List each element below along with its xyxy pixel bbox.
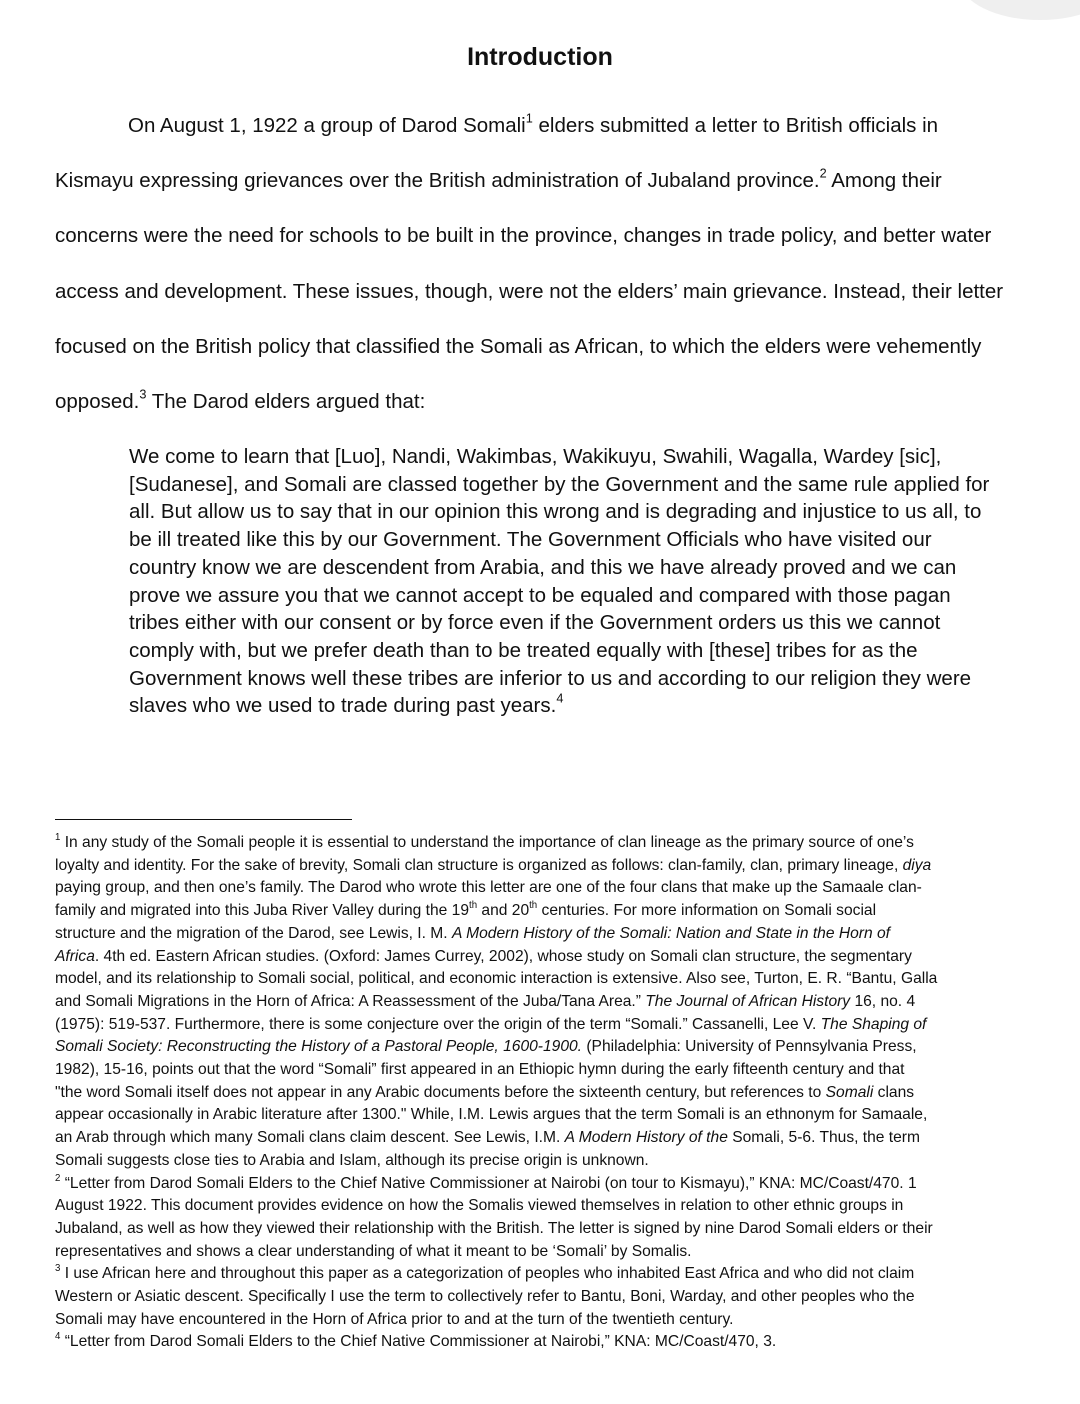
footnote-line: 1982), 15-16, points out that the word “Somali” first appeared in an Ethiopic hymn during the early fifteenth century and that xyxy=(55,1061,905,1079)
footnote-line: loyalty and identity. For the sake of brevity, Somali clan structure is organized as follows: clan-family, clan, primary lineage, diya xyxy=(55,856,932,874)
footnote-line: Western or Asiatic descent. Specifically I use the term to collectively refer to Bantu, Boni, Warday, and other peoples who the xyxy=(55,1288,915,1306)
page-title: Introduction xyxy=(467,43,613,71)
body-line: Kismayu expressing grievances over the British administration of Jubaland province.$^2$ Among their xyxy=(55,165,942,193)
footnote-line: Africa. 4th ed. Eastern African studies. (Oxford: James Currey, 2002), whose study on Somali clan structure, the segmentary xyxy=(55,947,912,965)
footnote-line: appear occasionally in Arabic literature after 1300." While, I.M. Lewis argues that the term Somali is an ethnonym for Samaale, xyxy=(55,1106,928,1124)
footnote-line: structure and the migration of the Darod, see Lewis, I. M. A Modern History of the Somali: Nation and State in the Horn of xyxy=(55,924,890,942)
quote-line: tribes either with our consent or by force even if the Government orders us this we cannot xyxy=(129,611,941,635)
footnote-line: Somali suggests close ties to Arabia and Islam, although its precise origin is unknown. xyxy=(55,1151,649,1169)
body-paragraph xyxy=(55,98,1025,429)
footnote-line: family and migrated into this Juba River Valley during the 19th and 20th centuries. For more information on Somali social xyxy=(55,899,877,920)
quote-line: country know we are descendent from Arabia, and this we have already proved and we can xyxy=(129,555,957,579)
quote-line: be ill treated like this by our Government. The Government Officials who have visited our xyxy=(129,528,932,552)
footnote-line: "the word Somali itself does not appear in any Arabic documents before the sixteenth century, but references to Somali clans xyxy=(55,1083,915,1101)
footnote-line: $^2$ “Letter from Darod Somali Elders to the Chief Native Commissioner at Nairobi (on tour to Kismayu),” KNA: MC/Coast/470. 1 xyxy=(55,1172,917,1192)
footnote-line: $^1$ In any study of the Somali people it is essential to understand the importance of clan lineage as the primary source of one’s xyxy=(55,831,914,851)
body-line: concerns were the need for schools to be built in the province, changes in trade policy, and better water xyxy=(55,224,992,248)
quote-line: [Sudanese], and Somali are classed together by the Government and the same rule applied for xyxy=(129,472,990,496)
quote-line: comply with, but we prefer death than to be treated equally with [these] tribes for as the xyxy=(129,638,918,662)
footnote-line: $^4$ “Letter from Darod Somali Elders to the Chief Native Commissioner at Nairobi,” KNA: MC/Coast/470, 3. xyxy=(55,1331,777,1351)
page-corner-shadow xyxy=(960,0,1080,20)
footnote-line: August 1922. This document provides evidence on how the Somalis viewed themselves in relation to other ethnic groups in xyxy=(55,1197,904,1215)
body-line: opposed.$^3$ The Darod elders argued that: xyxy=(55,386,426,414)
footnote-number-1: 1 xyxy=(55,831,61,843)
footnote-line: Jubaland, as well as how they viewed their relationship with the British. The letter is signed by nine Darod Somali elders or their xyxy=(55,1219,933,1237)
footnote-line: and Somali Migrations in the Horn of Africa: A Reassessment of the Juba/Tana Area.” The Journal of African History 16, no. 4 xyxy=(55,992,916,1010)
footnote-line: $^3$ I use African here and throughout this paper as a categorization of peoples who inhabited East Africa and who did not claim xyxy=(55,1263,915,1283)
footnotes xyxy=(55,832,1030,1354)
footnote-line: representatives and shows a clear understanding of what it meant to be ‘Somali’ by Somalis. xyxy=(55,1242,692,1260)
footnote-ref-4[interactable]: 4 xyxy=(556,690,564,706)
footnote-ref-1[interactable]: 1 xyxy=(525,110,533,126)
quote-line: slaves who we used to trade during past years.$^4$ xyxy=(129,690,564,718)
block-quote xyxy=(129,443,1019,720)
footnote-number-4: 4 xyxy=(55,1331,61,1343)
footnote-number-3: 3 xyxy=(55,1263,61,1275)
footnote-line: paying group, and then one’s family. The Darod who wrote this letter are one of the four clans that make up the Samaale clan- xyxy=(55,879,922,897)
body-line: focused on the British policy that classified the Somali as African, to which the elders were vehemently xyxy=(55,334,982,358)
body-line: access and development. These issues, though, were not the elders’ main grievance. Instead, their letter xyxy=(55,279,1004,303)
footnote-line: Somali Society: Reconstructing the History of a Pastoral People, 1600-1900. (Philadelphia: University of Pennsylvania Press, xyxy=(55,1038,917,1056)
footnote-ref-3[interactable]: 3 xyxy=(139,386,147,402)
quote-line: all. But allow us to say that in our opinion this wrong and is degrading and injustice to us all, to xyxy=(129,500,982,524)
body-line: On August 1, 1922 a group of Darod Somali$^1$ elders submitted a letter to British officials in xyxy=(128,110,939,137)
footnote-line: Somali may have encountered in the Horn of Africa prior to and at the turn of the twentieth century. xyxy=(55,1310,734,1328)
footnote-ref-2[interactable]: 2 xyxy=(819,165,827,181)
footnote-line: (1975): 519-537. Furthermore, there is some conjecture over the origin of the term “Somali.” Cassanelli, Lee V. The Shaping of xyxy=(55,1015,927,1033)
footnote-separator xyxy=(55,819,352,820)
quote-line: prove we assure you that we cannot accept to be equaled and compared with those pagan xyxy=(129,583,951,607)
footnote-line: model, and its relationship to Somali social, political, and economic interaction is extensive. Also see, Turton, E. R. “Bantu, Galla xyxy=(55,970,938,988)
footnote-line: an Arab through which many Somali clans claim descent. See Lewis, I.M. A Modern History of the Somali, 5-6. Thus, the term xyxy=(55,1129,920,1147)
footnote-number-2: 2 xyxy=(55,1172,61,1184)
quote-line: We come to learn that [Luo], Nandi, Wakimbas, Wakikuyu, Swahili, Wagalla, Wardey [sic], xyxy=(129,445,942,468)
quote-line: Government knows well these tribes are inferior to us and according to our religion they were xyxy=(129,666,972,690)
